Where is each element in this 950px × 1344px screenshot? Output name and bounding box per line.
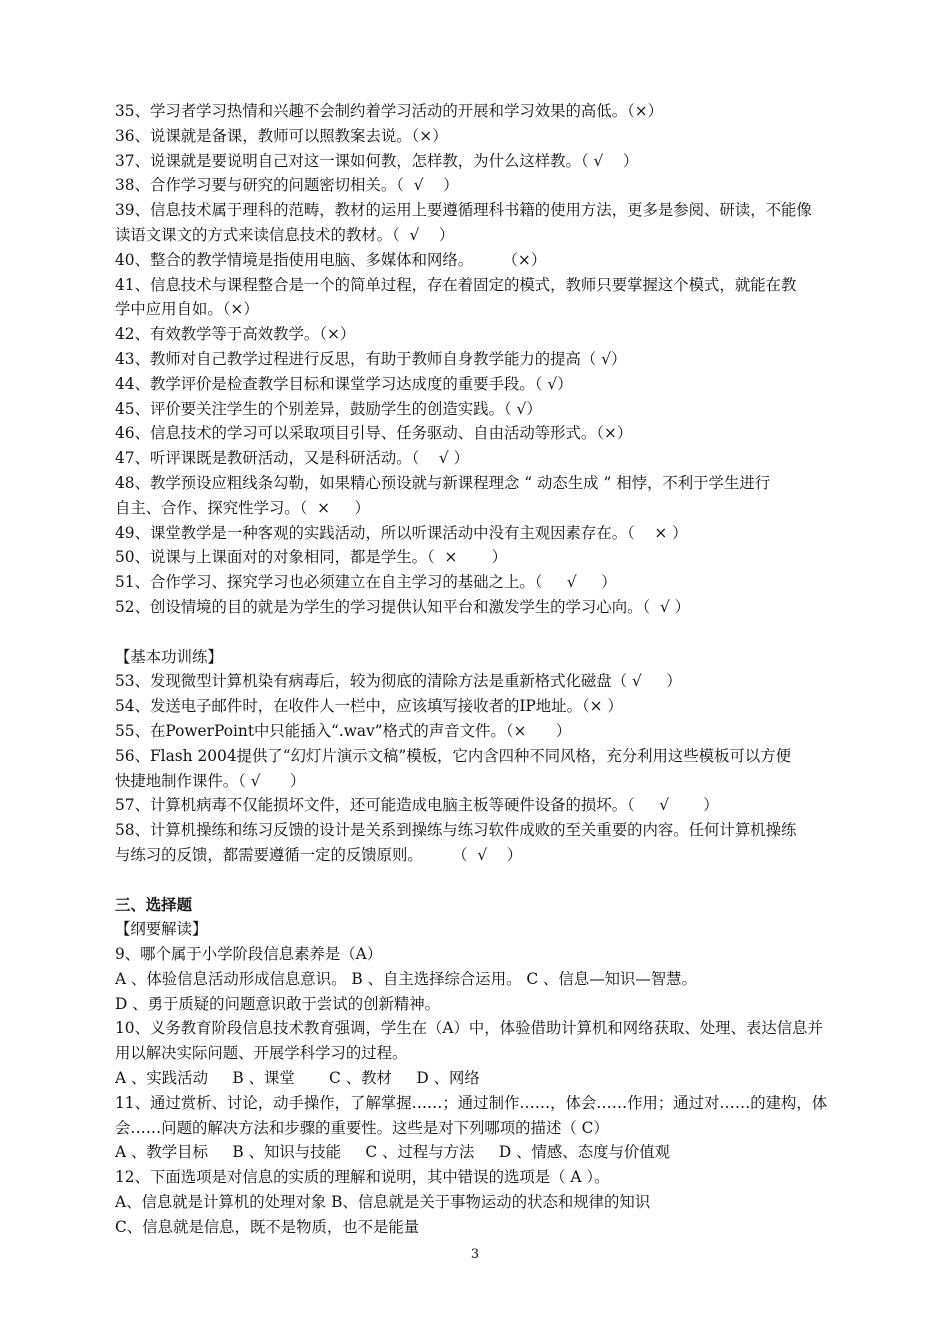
text-line: 58、计算机操练和练习反馈的设计是关系到操练与练习软件成败的至关重要的内容。任何计算机操练	[115, 821, 797, 840]
document-body	[115, 99, 843, 1240]
text-line: 50、说课与上课面对的对象相同，都是学生。（ × ）	[115, 548, 508, 567]
text-line: 37、说课就是要说明自己对这一课如何教，怎样教，为什么这样教。（ √ ）	[115, 151, 639, 170]
text-line: 39、信息技术属于理科的范畴，教材的运用上要遵循理科书籍的使用方法，更多是参阅、研读，不能像	[115, 201, 812, 220]
text-line: 55、在PowerPoint中只能插入“.wav”格式的声音文件。（× ）	[115, 721, 572, 740]
text-line: 56、Flash 2004提供了“幻灯片演示文稿”模板，它内含四种不同风格，充分利用这些模板可以方便	[115, 746, 792, 765]
text-line: A、信息就是计算机的处理对象 B、信息就是关于事物运动的状态和规律的知识	[115, 1193, 651, 1212]
text-line: 44、教学评价是检查教学目标和课堂学习达成度的重要手段。（ √）	[115, 374, 573, 393]
text-line: 12、下面选项是对信息的实质的理解和说明，其中错误的选项是（ A ）。	[115, 1168, 610, 1187]
text-line: 35、学习者学习热情和兴趣不会制约着学习活动的开展和学习效果的高低。（×）	[115, 102, 664, 120]
text-line: 46、信息技术的学习可以采取项目引导、任务驱动、自由活动等形式。（×）	[115, 424, 633, 443]
text-line: 9、哪个属于小学阶段信息素养是（A）	[115, 945, 383, 964]
text-line: 36、说课就是备课，教师可以照教案去说。（×）	[115, 126, 448, 145]
text-line: C、信息就是信息，既不是物质，也不是能量	[115, 1217, 420, 1236]
section-heading: 【纲要解读】	[115, 920, 208, 939]
text-line: 57、计算机病毒不仅能损坏文件，还可能造成电脑主板等硬件设备的损坏。（ √ ）	[115, 796, 719, 815]
text-line: 38、合作学习要与研究的问题密切相关。（ √ ）	[115, 176, 459, 195]
text-line: 47、听评课既是教研活动，又是科研活动。（ √ ）	[115, 449, 469, 468]
text-line: 快捷地制作课件。（ √ ）	[115, 771, 306, 790]
text-line: 41、信息技术与课程整合是一个的简单过程，存在着固定的模式，教师只要掌握这个模式，就能在教	[115, 275, 797, 294]
text-line: 54、发送电子邮件时，在收件人一栏中，应该填写接收者的IP地址。（× ）	[115, 697, 623, 716]
text-line: A 、教学目标 B 、知识与技能 C 、过程与方法 D 、情感、态度与价值观	[115, 1143, 671, 1162]
text-line: 10、义务教育阶段信息技术教育强调，学生在（A）中，体验借助计算机和网络获取、处理、表达信息并	[115, 1019, 823, 1038]
text-line: D 、勇于质疑的问题意识敢于尝试的创新精神。	[115, 994, 441, 1013]
text-line: 40、整合的教学情境是指使用电脑、多媒体和网络。 （×）	[115, 250, 547, 269]
text-line: A 、体验信息活动形成信息意识。 B 、自主选择综合运用。 C 、信息—知识—智慧。	[115, 969, 697, 988]
text-line: 48、教学预设应粗线条勾勒，如果精心预设就与新课程理念 “ 动态生成 ” 相悖，不利于学生进行	[115, 473, 771, 492]
text-line: A 、实践活动 B 、课堂 C 、教材 D 、网络	[115, 1069, 480, 1088]
text-line: 自主、合作、探究性学习。（ × ）	[115, 498, 370, 517]
text-line: 53、发现微型计算机染有病毒后，较为彻底的清除方法是重新格式化磁盘（ √ ）	[115, 672, 682, 691]
blank-line	[115, 620, 843, 645]
text-line: 与练习的反馈，都需要遵循一定的反馈原则。 （ √ ）	[115, 845, 523, 864]
text-line: 11、通过赏析、讨论，动手操作，了解掌握……；通过制作……，体会……作用；通过对……的建构，体	[115, 1093, 828, 1112]
text-line: 45、评价要关注学生的个别差异，鼓励学生的创造实践。（ √）	[115, 399, 542, 418]
blank-line	[115, 868, 843, 893]
text-line: 49、课堂教学是一种客观的实践活动，所以听课活动中没有主观因素存在。（ × ）	[115, 523, 688, 542]
text-line: 51、合作学习、探究学习也必须建立在自主学习的基础之上。（ √ ）	[115, 573, 617, 592]
page-number: 3	[470, 1247, 480, 1262]
text-line: 会……问题的解决方法和步骤的重要性。这些是对下列哪项的描述（ C）	[115, 1118, 609, 1137]
text-line: 42、有效教学等于高效教学。（×）	[115, 325, 356, 344]
chapter-heading: 三、选择题	[115, 895, 192, 914]
text-line: 52、创设情境的目的就是为学生的学习提供认知平台和激发学生的学习心向。（ √ ）	[115, 597, 691, 616]
text-line: 读语文课文的方式来读信息技术的教材。（ √ ）	[115, 225, 455, 244]
section-heading: 【基本功训练】	[115, 647, 223, 666]
text-line: 43、教师对自己教学过程进行反思，有助于教师自身教学能力的提高（ √）	[115, 349, 627, 368]
text-line: 学中应用自如。（×）	[115, 300, 259, 319]
text-line: 用以解决实际问题、开展学科学习的过程。	[115, 1044, 408, 1063]
